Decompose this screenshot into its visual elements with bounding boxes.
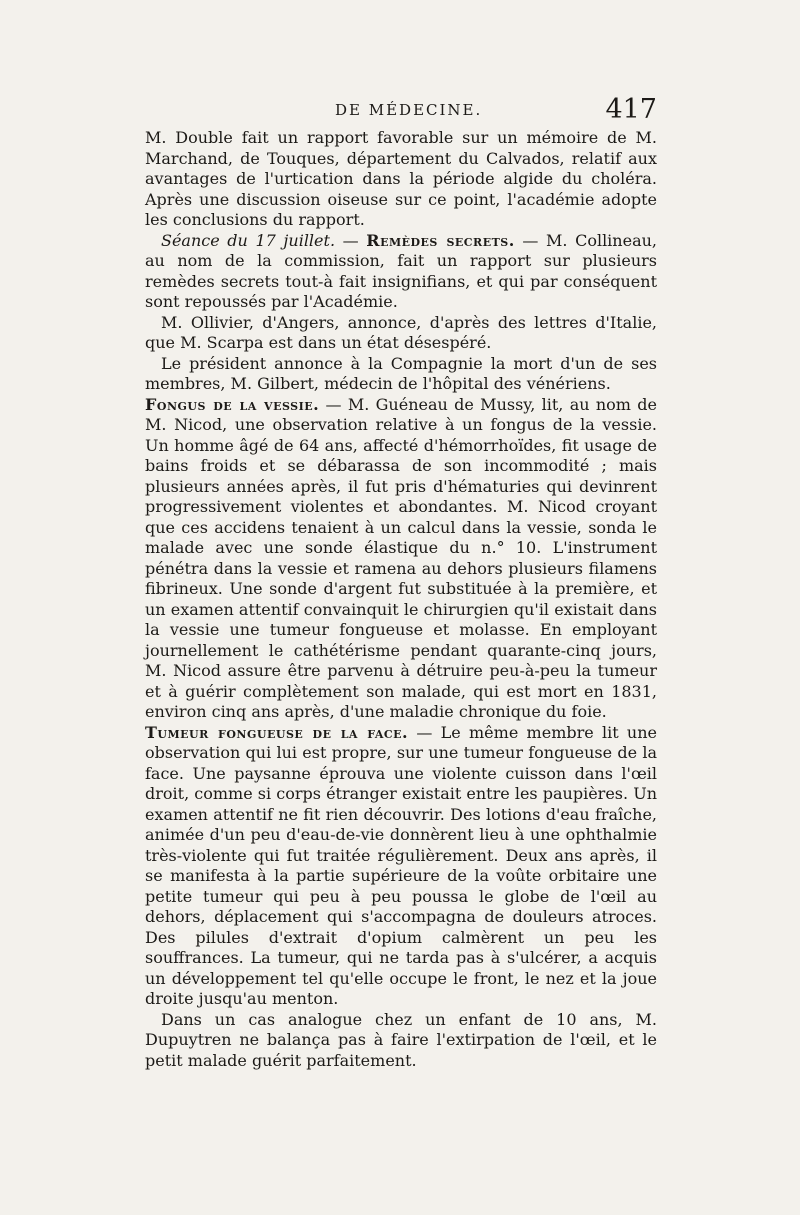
paragraph-text: — M. Collineau, au nom de la commission, fait un rapport sur plusieurs remèdes secrets tout-à fait insignifians, et qui par conséquent sont repoussés par l'Académie. <box>145 230 658 311</box>
paragraph-text: Dans un cas analogue chez un enfant de 10 ans, M. Dupuytren ne balança pas à faire l'extirpation de l'œil, et le petit malade guérit parfaitement. <box>145 1009 657 1070</box>
section-heading: Tumeur fongueuse de la face. <box>145 722 409 742</box>
paragraph-text: M. Ollivier, d'Angers, annonce, d'après des lettres d'Italie, que M. Scarpa est dans un état désespéré. <box>145 312 657 352</box>
paragraph-text: — <box>335 230 367 250</box>
paragraph <box>145 1010 657 1072</box>
paragraph <box>145 313 657 354</box>
paragraph <box>145 354 657 395</box>
running-head: DE MÉDECINE. <box>335 101 483 119</box>
paragraph <box>145 723 657 1010</box>
paragraph <box>145 128 657 231</box>
paragraph-text: — Le même membre lit une observation qui lui est propre, sur une tumeur fongueuse de la face. Une paysanne éprouva une violente cuisson dans l'œil droit, comme si corps étranger existait entre les paupières. Un examen attentif ne fit rien découvrir. Des lotions d'eau fraîche, animée d'un peu d'eau-de-vie donnèrent lieu à une ophthalmie très-violente qui fut traitée régulièrement. Deux ans après, il se manifesta à la partie supérieure de la voûte orbitaire une petite tumeur qui peu à peu poussa le globe de l'œil au dehors, déplacement qui s'accompagna de douleurs atroces. Des pilules d'extrait d'opium calmèrent un peu les souffrances. La tumeur, qui ne tarda pas à s'ulcérer, a acquis un développement tel qu'elle occupe le front, le nez et la joue droite jusqu'au menton. <box>145 722 657 1008</box>
paragraph-text: — M. Guéneau de Mussy, lit, au nom de M. Nicod, une observation relative à un fongus de la vessie. Un homme âgé de 64 ans, affecté d'hémorrhoïdes, fit usage de bains froids et se débarassa de son incommodité ; mais plusieurs années après, il fut pris d'hématuries qui devinrent progressivement violentes et abondantes. M. Nicod croyant que ces accidens tenaient à un calcul dans la vessie, sonda le malade avec une sonde élastique du n.° 10. L'instrument pénétra dans la vessie et ramena au dehors plusieurs filamens fibrineux. Une sonde d'argent fut substituée à la première, et un examen attentif convainquit le chirurgien qu'il existait dans la vessie une tumeur fongueuse et molasse. En employant journellement le cathétérisme pendant quarante-cinq jours, M. Nicod assure être parvenu à détruire peu-à-peu la tumeur et à guérir complètement son malade, qui est mort en 1831, environ cinq ans après, d'une maladie chronique du foie. <box>145 394 658 721</box>
paragraph <box>145 231 657 313</box>
body-text <box>145 128 657 1071</box>
paragraph-text: Le président annonce à la Compagnie la mort d'un de ses membres, M. Gilbert, médecin de l'hôpital des vénériens. <box>145 353 657 393</box>
section-heading: Fongus de la vessie. <box>145 394 320 414</box>
session-date: Séance du 17 juillet. <box>161 230 336 250</box>
section-heading: Remèdes secrets. <box>366 230 515 250</box>
page-number: 417 <box>605 94 657 125</box>
paragraph <box>145 395 657 723</box>
paragraph-text: M. Double fait un rapport favorable sur un mémoire de M. Marchand, de Touques, département du Calvados, relatif aux avantages de l'urtication dans la période algide du choléra. Après une discussion oiseuse sur ce point, l'académie adopte les conclusions du rapport. <box>145 128 657 229</box>
